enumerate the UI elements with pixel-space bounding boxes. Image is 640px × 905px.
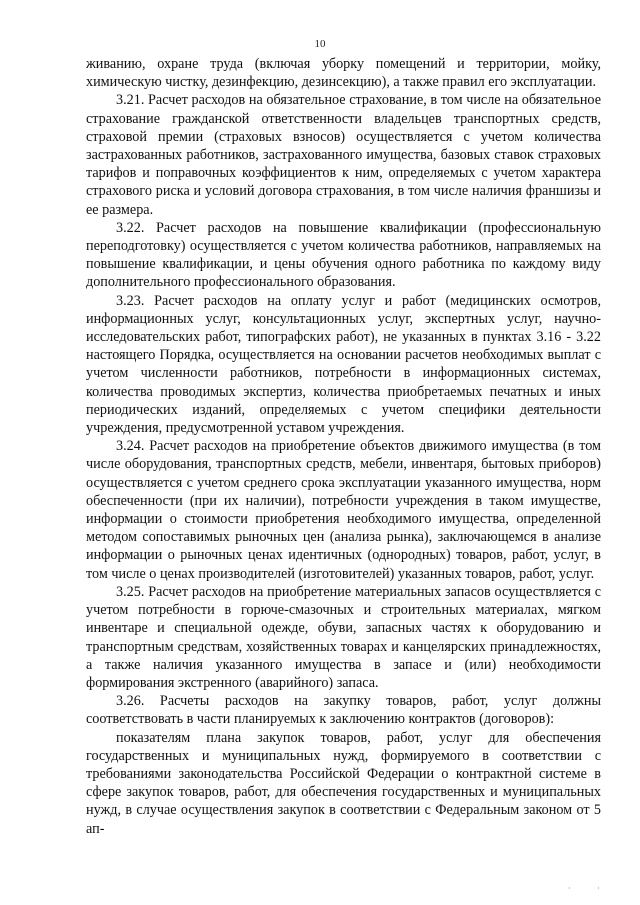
paragraph-3-22: 3.22. Расчет расходов на повышение квалификации (профессиональную переподготовку) осуществляется с учетом количества работников, направляемых на повышение квалификации, и цены обучения одного работника по каждому виду дополнительного профессионального образования.	[86, 219, 601, 291]
paragraph-3-23: 3.23. Расчет расходов на оплату услуг и работ (медицинских осмотров, информационных услуг, консультационных услуг, экспертных услуг, научно-исследовательских работ, типографских работ), не указанных в пунктах 3.16 - 3.22 настоящего Порядка, осуществляется на основании расчетов необходимых выплат с учетом численности работников, потребности в информационных системах, количества проводимых экспертиз, количества приобретаемых печатных и иных периодических изданий, определяемых с учетом специфики деятельности учреждения, предусмотренной уставом учреждения.	[86, 292, 601, 437]
paragraph-continuation: живанию, охране труда (включая уборку помещений и территории, мойку, химическую чистку, дезинфекцию, дезинсекцию), а также правил его эксплуатации.	[86, 56, 601, 91]
paragraph-3-24: 3.24. Расчет расходов на приобретение объектов движимого имущества (в том числе оборудования, транспортных средств, мебели, инвентаря, бытовых приборов) осуществляется с учетом среднего срока эксплуатации указанного имущества, норм обеспеченности (при их наличии), потребности учреждения в таком имуществе, информации о стоимости приобретения необходимого имущества, определенной методом сопоставимых рыночных цен (анализа рынка), заключающемся в анализе информации о рыночных ценах идентичных (однородных) товаров, работ, услуг, в том числе о ценах производителей (изготовителей) указанных товаров, работ, услуг.	[86, 438, 601, 582]
page-number: 10	[314, 38, 326, 50]
scan-artifact-marks: · ·	[568, 884, 612, 893]
paragraph-3-21: 3.21. Расчет расходов на обязательное страхование, в том числе на обязательное страхование гражданской ответственности владельцев транспортных средств, страховой премии (страховых взносов) осуществляется с учетом количества застрахованных работников, застрахованного имущества, базовых ставок страховых тарифов и поправочных коэффициентов к ним, определяемых с учетом характера страхового риска и условий договора страхования, в том числе наличия франшизы и ее размера.	[86, 92, 601, 218]
paragraph-3-25: 3.25. Расчет расходов на приобретение материальных запасов осуществляется с учетом потребности в горюче-смазочных и строительных материалах, мягком инвентаре и специальной одежде, обуви, запасных частях к оборудованию и транспортным средствам, хозяйственных товарах и канцелярских принадлежностях, а также наличия указанного имущества в запасе и (или) необходимости формирования экстренного (аварийного) запаса.	[86, 583, 601, 691]
paragraph-3-26: 3.26. Расчеты расходов на закупку товаров, работ, услуг должны соответствовать в части планируемых к заключению контрактов (договоров):	[86, 693, 601, 728]
paragraph-3-26-item: показателям плана закупок товаров, работ, услуг для обеспечения государственных и муниципальных нужд, формируемого в соответствии с требованиями законодательства Российской Федерации о контрактной системе в сфере закупок товаров, работ, для обеспечения государственных и муниципальных нужд, в случае осуществления закупок в соответствии с Федеральным законом от 5 ап-	[86, 729, 601, 837]
document-body	[86, 55, 601, 838]
